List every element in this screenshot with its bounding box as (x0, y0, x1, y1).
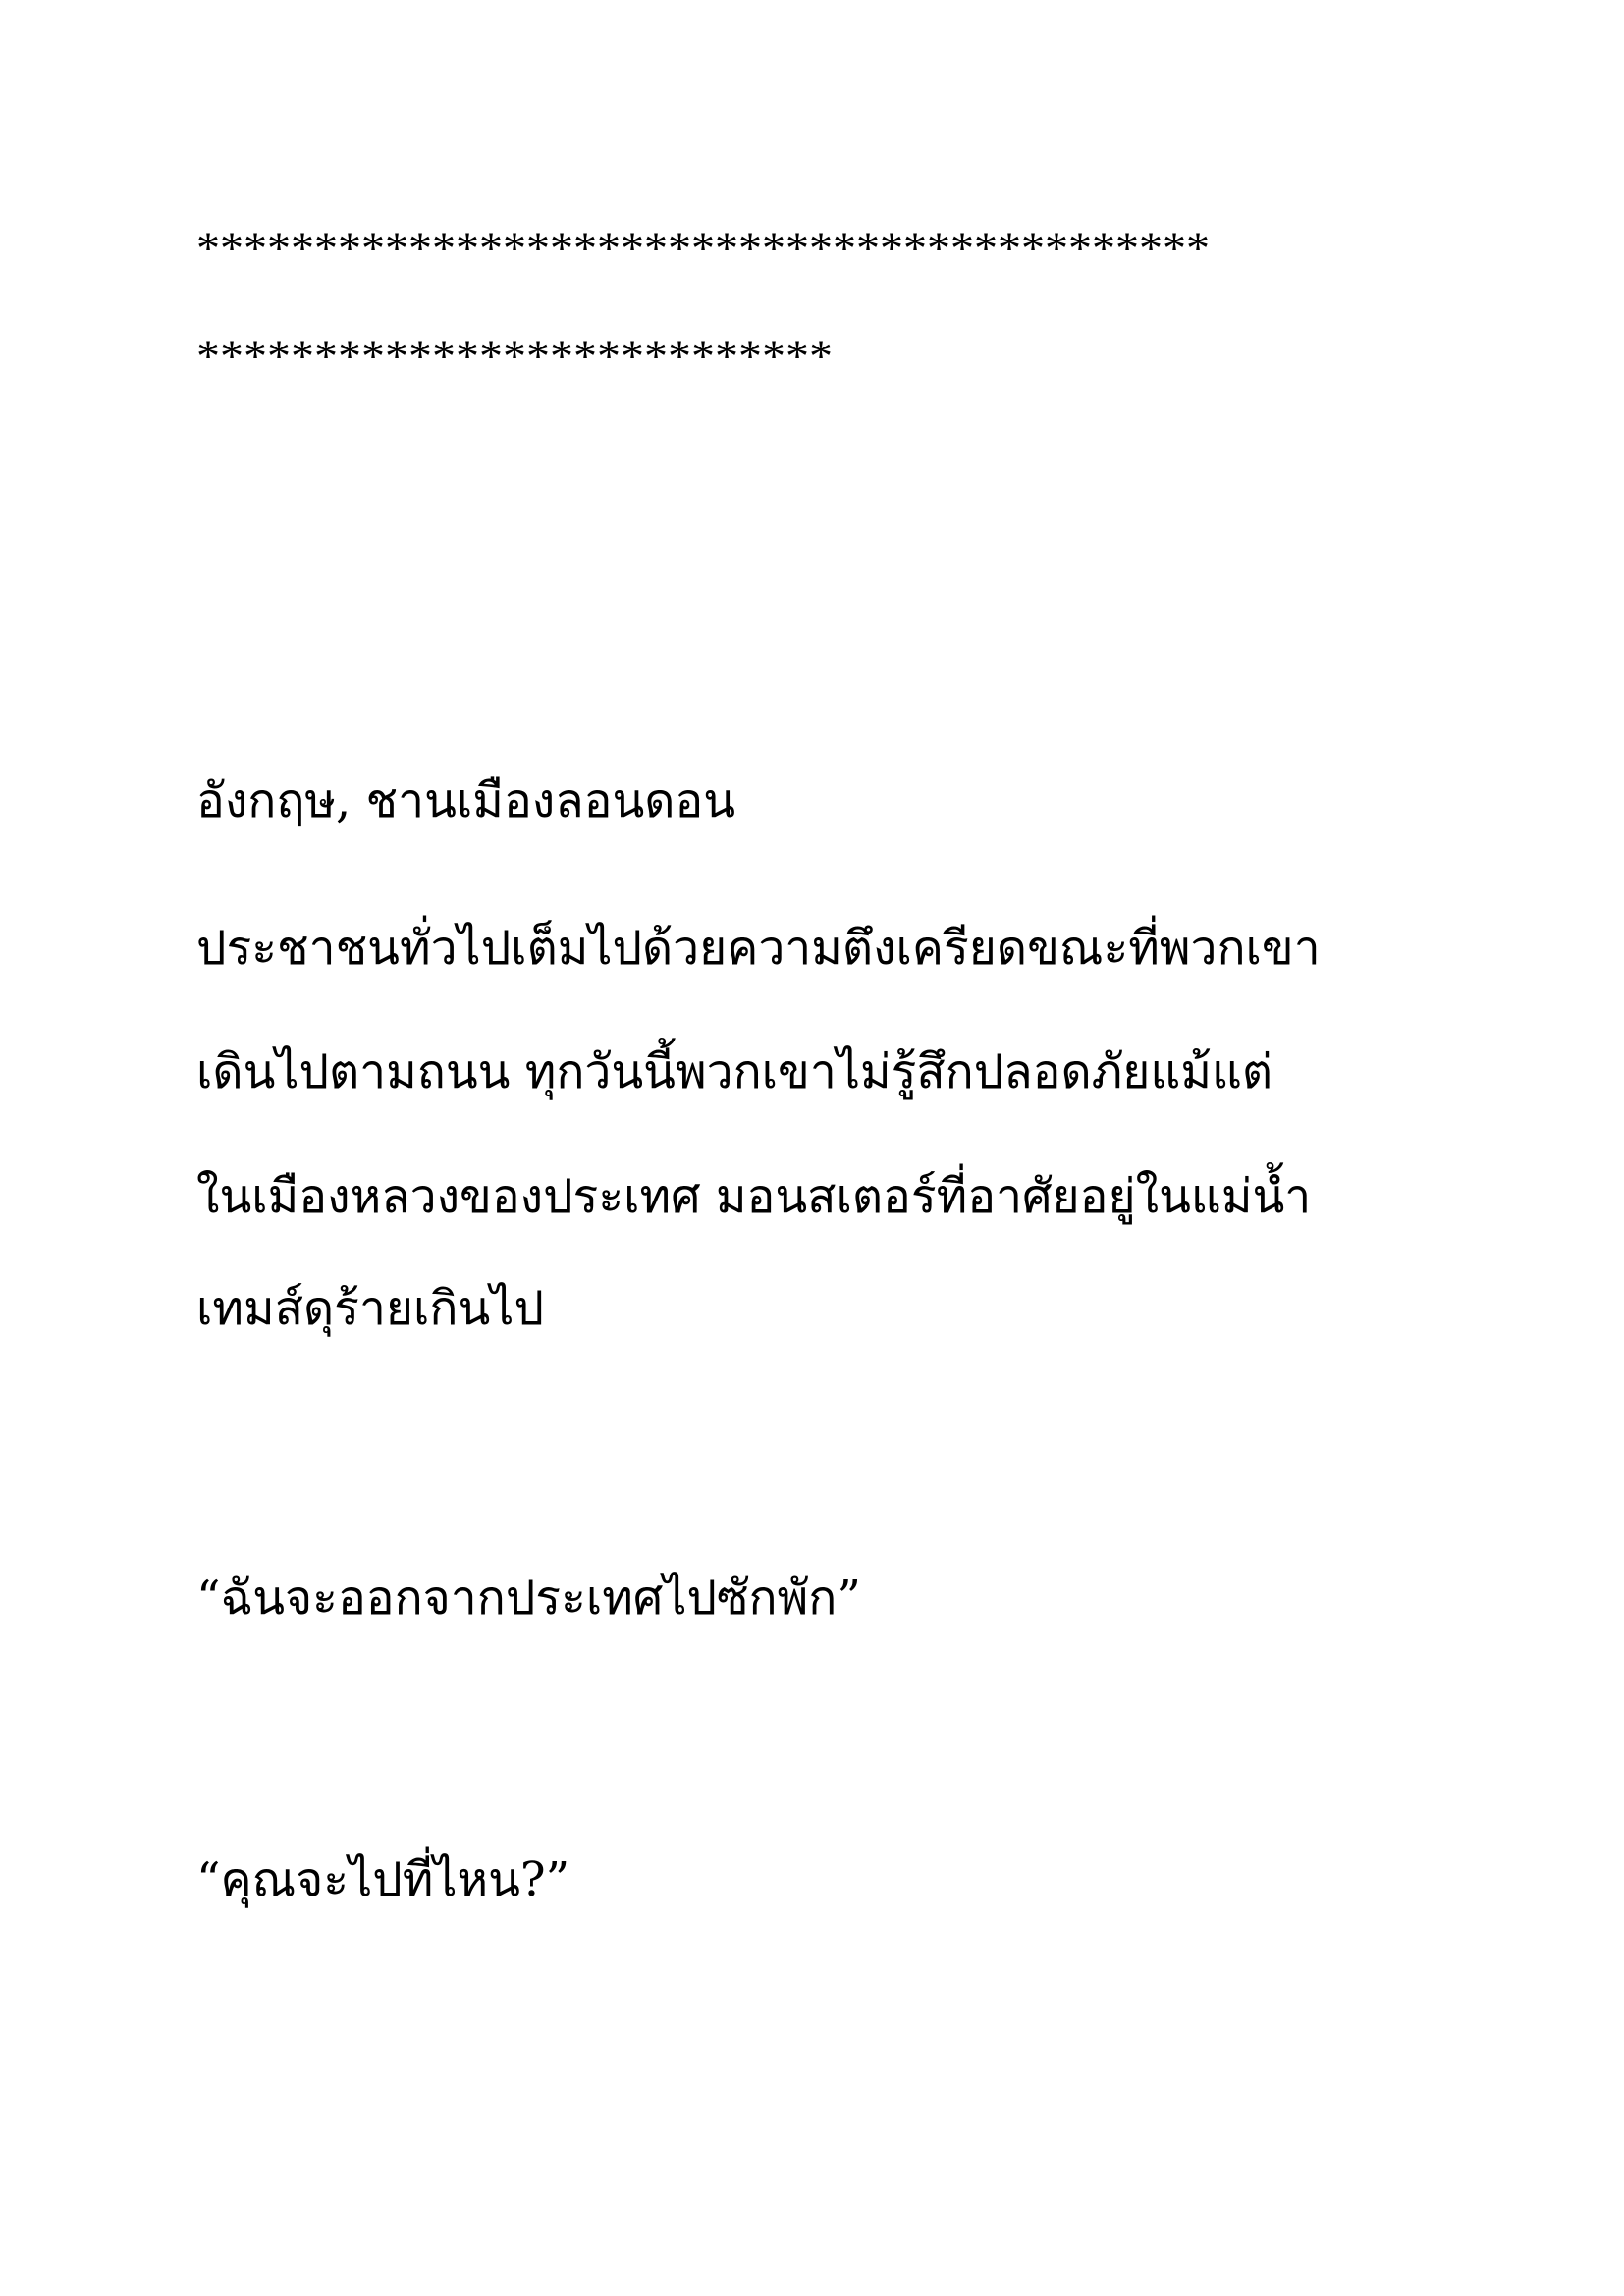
separator-line-2: *************************** (196, 331, 833, 383)
paragraph-line-1: ประชาชนทั่วไปเต็มไปด้วยความตึงเครียดขณะที่พวกเขา (196, 921, 1321, 976)
paragraph-line-2: เดินไปตามถนน ทุกวันนี้พวกเขาไม่รู้สึกปลอดภัยแม้แต่ (196, 1044, 1273, 1099)
dialogue-line-2: “คุณจะไปที่ไหน?” (196, 1852, 570, 1907)
dialogue-line-1: “ฉันจะออกจากประเทศไปซักพัก” (196, 1571, 861, 1626)
paragraph-line-3: ในเมืองหลวงของประเทศ มอนสเตอร์ที่อาศัยอยู่ในแม่น้ำ (196, 1169, 1312, 1224)
location-heading: อังกฤษ, ชานเมืองลอนดอน (196, 774, 736, 828)
separator-line-1: ******************************************* (196, 223, 1210, 275)
paragraph-line-4: เทมส์ดุร้ายเกินไป (196, 1281, 544, 1336)
